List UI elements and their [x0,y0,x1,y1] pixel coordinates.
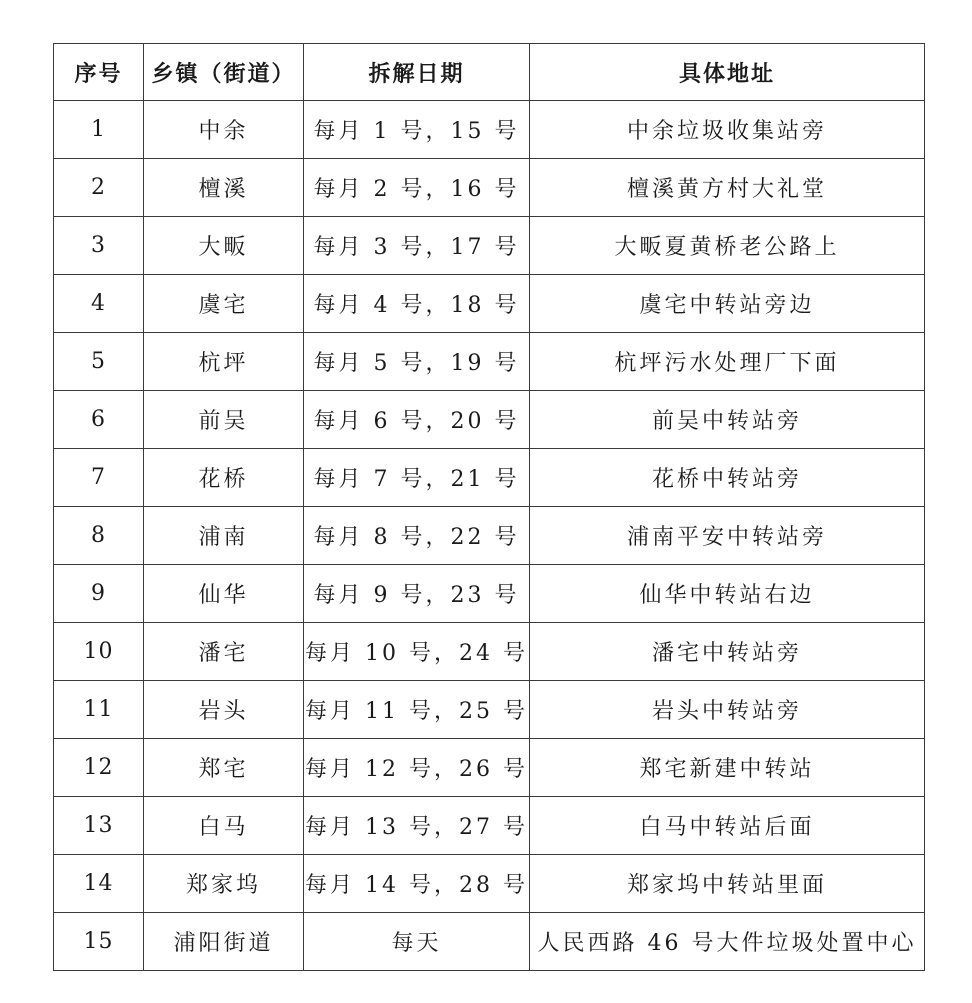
cell-serial-number: 2 [54,159,144,217]
header-serial-number: 序号 [54,44,144,101]
cell-address: 大畈夏黄桥老公路上 [530,217,925,275]
header-dismantle-date: 拆解日期 [304,44,530,101]
cell-address: 潘宅中转站旁 [530,623,925,681]
cell-serial-number: 1 [54,101,144,159]
cell-serial-number: 11 [54,681,144,739]
cell-address: 中余垃圾收集站旁 [530,101,925,159]
cell-address: 仙华中转站右边 [530,565,925,623]
header-address: 具体地址 [530,44,925,101]
cell-address: 杭坪污水处理厂下面 [530,333,925,391]
cell-town: 虞宅 [144,275,304,333]
table-row [54,855,925,913]
cell-dismantle-date: 每月 3 号，17 号 [304,217,530,275]
cell-town: 前吴 [144,391,304,449]
cell-town: 大畈 [144,217,304,275]
cell-serial-number: 3 [54,217,144,275]
cell-serial-number: 15 [54,913,144,971]
table-row [54,101,925,159]
cell-town: 花桥 [144,449,304,507]
cell-serial-number: 10 [54,623,144,681]
cell-dismantle-date: 每月 6 号，20 号 [304,391,530,449]
table-row [54,681,925,739]
cell-address: 岩头中转站旁 [530,681,925,739]
cell-dismantle-date: 每月 14 号，28 号 [304,855,530,913]
table-row [54,391,925,449]
cell-town: 中余 [144,101,304,159]
cell-dismantle-date: 每月 5 号，19 号 [304,333,530,391]
cell-serial-number: 5 [54,333,144,391]
cell-address: 郑宅新建中转站 [530,739,925,797]
cell-town: 檀溪 [144,159,304,217]
table-row [54,507,925,565]
cell-address: 檀溪黄方村大礼堂 [530,159,925,217]
cell-dismantle-date: 每月 4 号，18 号 [304,275,530,333]
table-row [54,217,925,275]
cell-address: 花桥中转站旁 [530,449,925,507]
cell-dismantle-date: 每天 [304,913,530,971]
cell-serial-number: 4 [54,275,144,333]
cell-town: 白马 [144,797,304,855]
cell-address: 白马中转站后面 [530,797,925,855]
dismantling-schedule-table [53,43,925,971]
cell-serial-number: 7 [54,449,144,507]
table-row [54,449,925,507]
cell-serial-number: 12 [54,739,144,797]
cell-address: 虞宅中转站旁边 [530,275,925,333]
cell-dismantle-date: 每月 8 号，22 号 [304,507,530,565]
table-row [54,275,925,333]
cell-dismantle-date: 每月 12 号，26 号 [304,739,530,797]
table-row [54,739,925,797]
cell-dismantle-date: 每月 7 号，21 号 [304,449,530,507]
cell-dismantle-date: 每月 13 号，27 号 [304,797,530,855]
table-body [54,101,925,971]
cell-dismantle-date: 每月 1 号，15 号 [304,101,530,159]
cell-town: 岩头 [144,681,304,739]
cell-serial-number: 6 [54,391,144,449]
cell-town: 潘宅 [144,623,304,681]
header-town: 乡镇（街道） [144,44,304,101]
table-header-row [54,44,925,101]
cell-town: 郑家坞 [144,855,304,913]
table-row [54,913,925,971]
cell-serial-number: 13 [54,797,144,855]
table-row [54,159,925,217]
cell-serial-number: 9 [54,565,144,623]
table-row [54,565,925,623]
table-row [54,333,925,391]
cell-town: 郑宅 [144,739,304,797]
schedule-table-container [53,43,924,971]
cell-address: 人民西路 46 号大件垃圾处置中心 [530,913,925,971]
table-row [54,797,925,855]
cell-serial-number: 8 [54,507,144,565]
cell-dismantle-date: 每月 11 号，25 号 [304,681,530,739]
cell-dismantle-date: 每月 10 号，24 号 [304,623,530,681]
cell-town: 浦南 [144,507,304,565]
cell-serial-number: 14 [54,855,144,913]
cell-dismantle-date: 每月 2 号，16 号 [304,159,530,217]
cell-town: 浦阳街道 [144,913,304,971]
cell-address: 浦南平安中转站旁 [530,507,925,565]
table-row [54,623,925,681]
cell-dismantle-date: 每月 9 号，23 号 [304,565,530,623]
cell-address: 前吴中转站旁 [530,391,925,449]
cell-town: 杭坪 [144,333,304,391]
cell-town: 仙华 [144,565,304,623]
cell-address: 郑家坞中转站里面 [530,855,925,913]
